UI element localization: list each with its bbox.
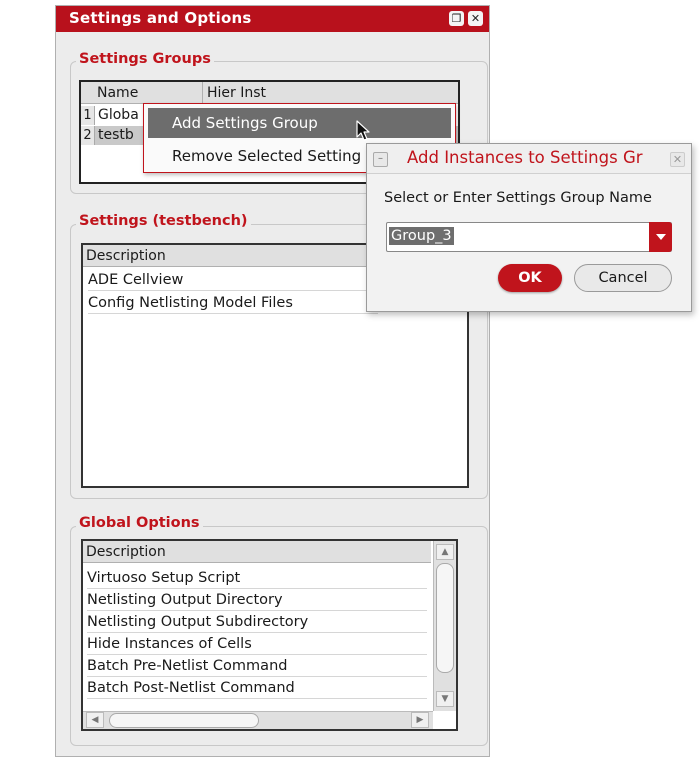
settings-group-name-combobox[interactable]: [386, 222, 672, 252]
testbench-settings-label: Settings (testbench): [76, 213, 251, 229]
vertical-scroll-thumb[interactable]: [436, 563, 454, 673]
column-header-name[interactable]: Name: [81, 82, 203, 104]
column-header-description[interactable]: Description: [83, 245, 467, 267]
dialog-titlebar[interactable]: [367, 144, 691, 174]
list-item[interactable]: Hide Instances of Cells: [87, 633, 427, 655]
cancel-button[interactable]: Cancel: [574, 264, 672, 292]
dialog-prompt-label: Select or Enter Settings Group Name: [384, 190, 652, 206]
restore-icon[interactable]: ❐: [449, 11, 464, 26]
close-icon[interactable]: ✕: [670, 152, 685, 167]
horizontal-scroll-thumb[interactable]: [109, 713, 259, 728]
minimize-icon[interactable]: –: [373, 152, 388, 167]
settings-groups-label: Settings Groups: [76, 51, 214, 67]
list-item[interactable]: Netlisting Output Subdirectory: [87, 611, 427, 633]
main-titlebar[interactable]: [56, 6, 489, 32]
list-item[interactable]: Config Netlisting Model Files: [88, 292, 378, 314]
global-options-table[interactable]: [81, 539, 458, 731]
column-header-hier-inst[interactable]: Hier Inst: [203, 82, 458, 104]
combobox-value[interactable]: Group_3: [391, 228, 452, 244]
dialog-title: Add Instances to Settings Gr: [407, 148, 643, 167]
window-title: Settings and Options: [69, 9, 252, 27]
row-number: 2: [81, 126, 95, 145]
add-instances-dialog: [366, 143, 692, 312]
close-icon[interactable]: ✕: [468, 11, 483, 26]
vertical-scrollbar[interactable]: [433, 541, 456, 711]
scroll-right-icon[interactable]: ▶: [411, 712, 429, 728]
menu-item-add-settings-group[interactable]: Add Settings Group: [148, 108, 451, 138]
list-item[interactable]: Batch Post-Netlist Command: [87, 677, 427, 699]
row-name: Globa: [98, 107, 139, 123]
scroll-down-icon[interactable]: ▼: [436, 691, 454, 707]
scroll-up-icon[interactable]: ▲: [436, 544, 454, 560]
mouse-cursor-icon: [356, 120, 372, 142]
list-item[interactable]: Virtuoso Setup Script: [87, 567, 427, 589]
column-header-description[interactable]: Description: [83, 541, 431, 563]
menu-item-remove-selected-setting[interactable]: Remove Selected Setting: [172, 147, 362, 165]
horizontal-scrollbar[interactable]: [83, 711, 433, 729]
list-item[interactable]: Netlisting Output Directory: [87, 589, 427, 611]
global-options-label: Global Options: [76, 515, 203, 531]
list-item[interactable]: ADE Cellview: [88, 269, 378, 291]
row-number: 1: [81, 106, 95, 125]
list-item[interactable]: Batch Pre-Netlist Command: [87, 655, 427, 677]
scroll-left-icon[interactable]: ◀: [86, 712, 104, 728]
ok-button[interactable]: OK: [498, 264, 562, 292]
chevron-down-icon[interactable]: [649, 222, 672, 252]
row-name: testb: [98, 127, 134, 143]
